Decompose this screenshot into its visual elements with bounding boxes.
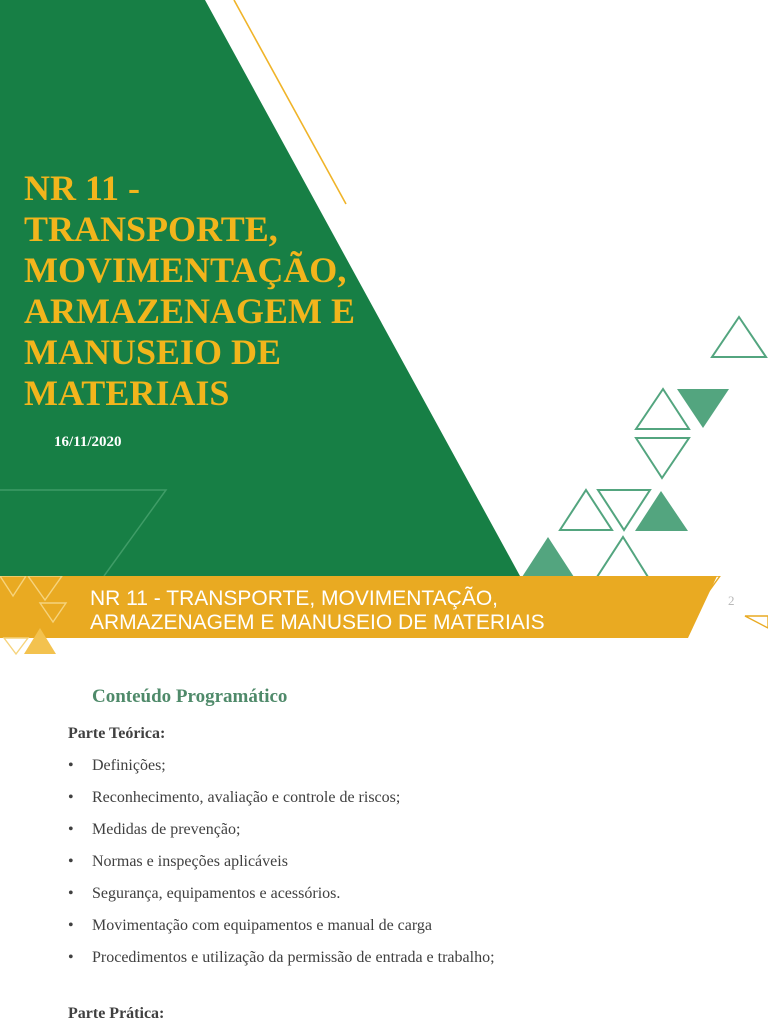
slide-header-line: NR 11 - TRANSPORTE, MOVIMENTAÇÃO, <box>90 587 499 610</box>
section-heading: Conteúdo Programático <box>92 686 288 707</box>
cover-title-line: TRANSPORTE, <box>24 209 278 249</box>
slide-header-title <box>90 587 545 635</box>
cover-date: 16/11/2020 <box>54 434 122 450</box>
bullet-icon: • <box>68 853 74 870</box>
topic-text: Segurança, equipamentos e acessórios. <box>92 885 341 902</box>
bullet-icon: • <box>68 789 74 806</box>
content-slide <box>0 576 768 1024</box>
solid-triangle <box>522 537 574 576</box>
topic-text: Normas e inspeções aplicáveis <box>92 853 288 870</box>
bullet-icon: • <box>68 885 74 902</box>
outline-triangle <box>636 438 689 478</box>
cover-title-line: MATERIAIS <box>24 373 230 413</box>
cover-title-line: NR 11 - <box>24 168 140 208</box>
slide-header-line: ARMAZENAGEM E MANUSEIO DE MATERIAIS <box>90 611 545 634</box>
cover-title-line: MANUSEIO DE <box>24 332 282 372</box>
bullet-icon: • <box>68 949 74 966</box>
page-number: 2 <box>728 593 735 608</box>
theory-label: Parte Teórica: <box>68 725 166 742</box>
cover-title <box>24 168 444 414</box>
topic-text: Medidas de prevenção; <box>92 821 241 838</box>
cover-title-line: ARMAZENAGEM E <box>24 291 355 331</box>
solid-triangle <box>635 491 688 531</box>
bullet-icon: • <box>68 757 74 774</box>
topic-text: Procedimentos e utilização da permissão de entrada e trabalho; <box>92 949 495 966</box>
outline-triangle <box>4 638 28 654</box>
cover-title-line: MOVIMENTAÇÃO, <box>24 250 347 290</box>
outline-triangle <box>712 317 766 357</box>
outline-triangle <box>745 616 768 628</box>
topic-text: Reconhecimento, avaliação e controle de riscos; <box>92 789 401 806</box>
outline-triangle <box>597 537 648 576</box>
outline-triangle <box>560 490 612 530</box>
topic-text: Movimentação com equipamentos e manual de carga <box>92 917 433 934</box>
practice-label: Parte Prática: <box>68 1005 165 1022</box>
topic-text: Definições; <box>92 757 166 774</box>
bullet-icon: • <box>68 821 74 838</box>
bullet-icon: • <box>68 917 74 934</box>
